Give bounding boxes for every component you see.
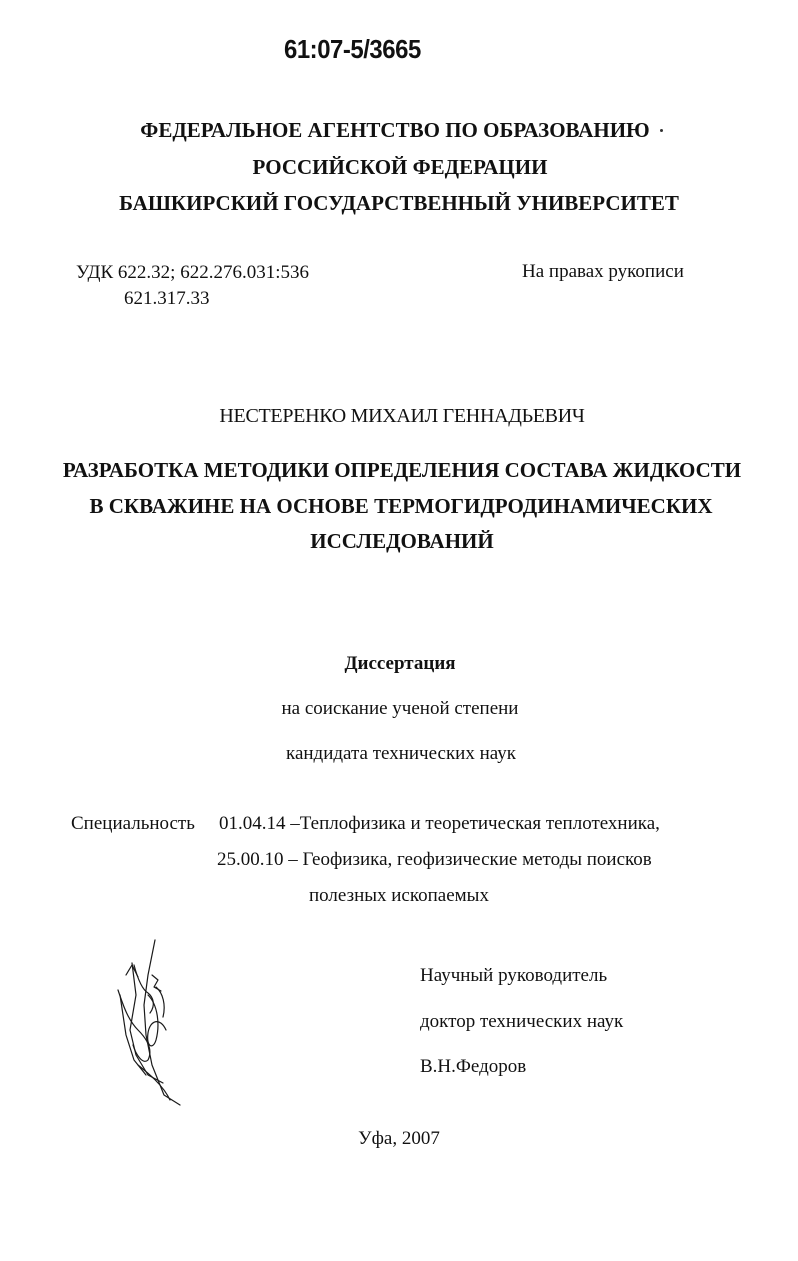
scan-speck <box>660 129 663 132</box>
udc-line-2: 621.317.33 <box>124 288 210 309</box>
specialty-line-2: 25.00.10 – Геофизика, геофизические методы поисков <box>217 849 652 870</box>
advisor-name: В.Н.Федоров <box>420 1056 527 1077</box>
specialty-line-3: полезных ископаемых <box>309 885 489 906</box>
specialty-label: Специальность <box>71 813 195 834</box>
institution-line-2: РОССИЙСКОЙ ФЕДЕРАЦИИ <box>252 155 548 179</box>
advisor-role: Научный руководитель <box>420 965 608 986</box>
institution-line-1: ФЕДЕРАЛЬНОЕ АГЕНТСТВО ПО ОБРАЗОВАНИЮ <box>140 118 650 142</box>
place-year: Уфа, 2007 <box>358 1128 440 1149</box>
title-line-1: РАЗРАБОТКА МЕТОДИКИ ОПРЕДЕЛЕНИЯ СОСТАВА ЖИДКОСТИ <box>62 458 742 482</box>
institution-line-3: БАШКИРСКИЙ ГОСУДАРСТВЕННЫЙ УНИВЕРСИТЕТ <box>119 191 679 215</box>
manuscript-rights: На правах рукописи <box>522 261 684 282</box>
advisor-degree: доктор технических наук <box>420 1011 624 1032</box>
udc-line-1: УДК 622.32; 622.276.031:536 <box>76 262 309 283</box>
degree-line-1: на соискание ученой степени <box>281 698 519 719</box>
degree-line-2: кандидата технических наук <box>286 743 516 764</box>
specialty-line-1: 01.04.14 –Теплофизика и теоретическая теплотехника, <box>219 813 660 834</box>
archive-code: 61:07-5/3665 <box>284 34 421 64</box>
title-line-3: ИССЛЕДОВАНИЙ <box>310 529 494 553</box>
author-name: НЕСТЕРЕНКО МИХАИЛ ГЕННАДЬЕВИЧ <box>219 405 585 427</box>
document-type: Диссертация <box>344 653 456 674</box>
title-line-2: В СКВАЖИНЕ НА ОСНОВЕ ТЕРМОГИДРОДИНАМИЧЕСКИХ <box>89 494 713 518</box>
signature <box>108 935 208 1110</box>
